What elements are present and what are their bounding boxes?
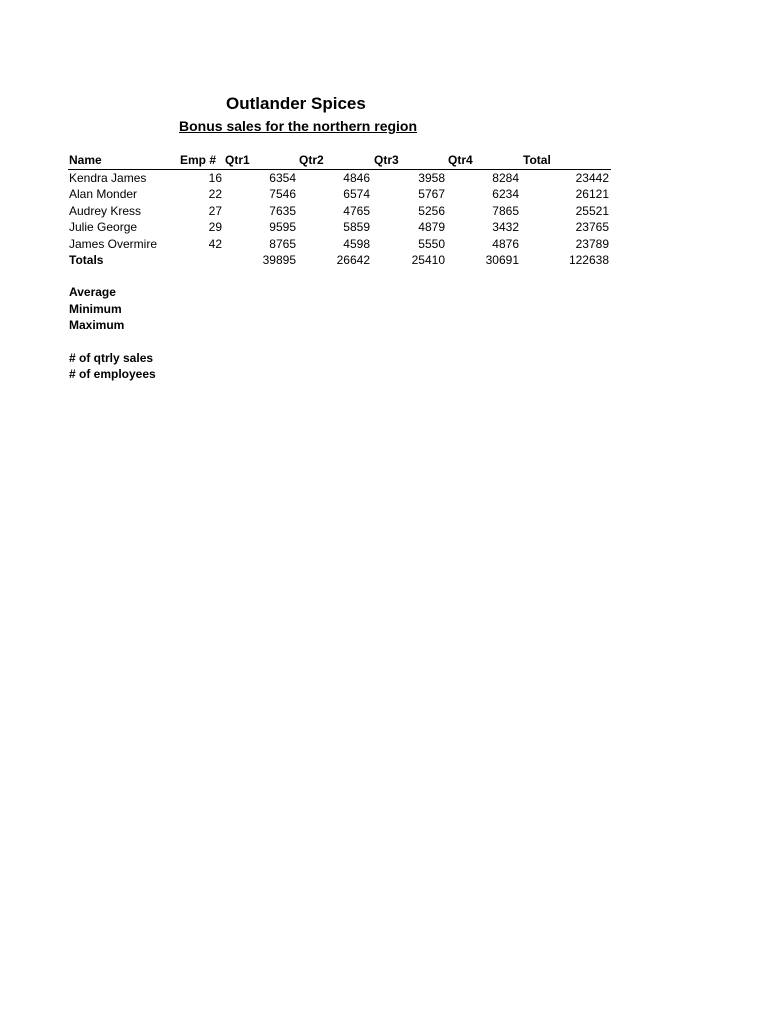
minimum-label: Minimum	[69, 301, 122, 316]
qtr2-value: 6574	[343, 187, 370, 201]
total-value: 25521	[575, 203, 609, 218]
qtr4-value: 6234	[492, 187, 519, 201]
qtr3-value: 3958	[418, 170, 445, 185]
header-qtr3: Qtr3	[374, 153, 399, 167]
employee-number: 27	[208, 203, 222, 218]
average-label: Average	[69, 285, 116, 299]
qtr3-value: 5767	[418, 187, 445, 201]
table-row	[68, 219, 611, 236]
employee-name: Alan Monder	[69, 187, 138, 201]
qtr2-total: 26642	[336, 253, 370, 267]
qtr3-value: 4879	[418, 220, 445, 234]
total-value: 23442	[575, 170, 609, 185]
qtr1-value: 6354	[269, 170, 296, 185]
qtr4-value: 3432	[492, 220, 519, 234]
table-header-row	[68, 152, 611, 170]
sales-table	[68, 152, 611, 269]
total-value: 23765	[575, 220, 609, 234]
employee-number: 42	[208, 236, 222, 251]
employee-number: 29	[208, 220, 222, 234]
total-value: 23789	[575, 236, 609, 251]
employee-count-label: # of employees	[69, 367, 156, 381]
qtr1-total: 39895	[262, 253, 296, 267]
qtr2-value: 4765	[343, 203, 370, 218]
employee-number: 16	[208, 170, 222, 185]
qtr4-value: 4876	[492, 236, 519, 251]
qtr2-value: 4598	[343, 236, 370, 251]
qtr3-total: 25410	[411, 253, 445, 267]
qtr1-value: 7635	[269, 203, 296, 218]
table-row	[68, 203, 611, 220]
qtr2-value: 5859	[343, 220, 370, 234]
page-title: Outlander Spices	[226, 94, 366, 113]
qtr4-total: 30691	[485, 253, 519, 267]
grand-total: 122638	[568, 253, 609, 267]
table-row	[68, 236, 611, 253]
qtrly-sales-count-label: # of qtrly sales	[69, 350, 154, 365]
qtr1-value: 7546	[269, 187, 296, 201]
qtr2-value: 4846	[343, 170, 370, 185]
statistics-labels	[69, 284, 156, 383]
total-value: 26121	[575, 187, 609, 201]
qtr4-value: 7865	[492, 203, 519, 218]
totals-label: Totals	[69, 253, 104, 267]
qtr1-value: 9595	[269, 220, 296, 234]
employee-name: Julie George	[69, 220, 138, 234]
employee-name: Kendra James	[69, 170, 147, 185]
header-qtr1: Qtr1	[225, 153, 250, 167]
header-emp: Emp #	[180, 153, 217, 167]
totals-row	[68, 252, 611, 269]
header-qtr2: Qtr2	[299, 153, 324, 167]
qtr3-value: 5256	[418, 203, 445, 218]
stats-spacer	[69, 334, 156, 350]
employee-number: 22	[208, 187, 222, 201]
qtr1-value: 8765	[269, 236, 296, 251]
qtr3-value: 5550	[418, 236, 445, 251]
employee-name: James Overmire	[69, 236, 158, 251]
table-row	[68, 186, 611, 203]
table-row	[68, 170, 611, 187]
header-total: Total	[523, 153, 551, 167]
header-name: Name	[69, 153, 102, 167]
page-subtitle: Bonus sales for the northern region	[179, 118, 418, 134]
header-qtr4: Qtr4	[448, 153, 473, 167]
qtr4-value: 8284	[492, 170, 519, 185]
employee-name: Audrey Kress	[69, 203, 142, 218]
maximum-label: Maximum	[69, 318, 125, 332]
